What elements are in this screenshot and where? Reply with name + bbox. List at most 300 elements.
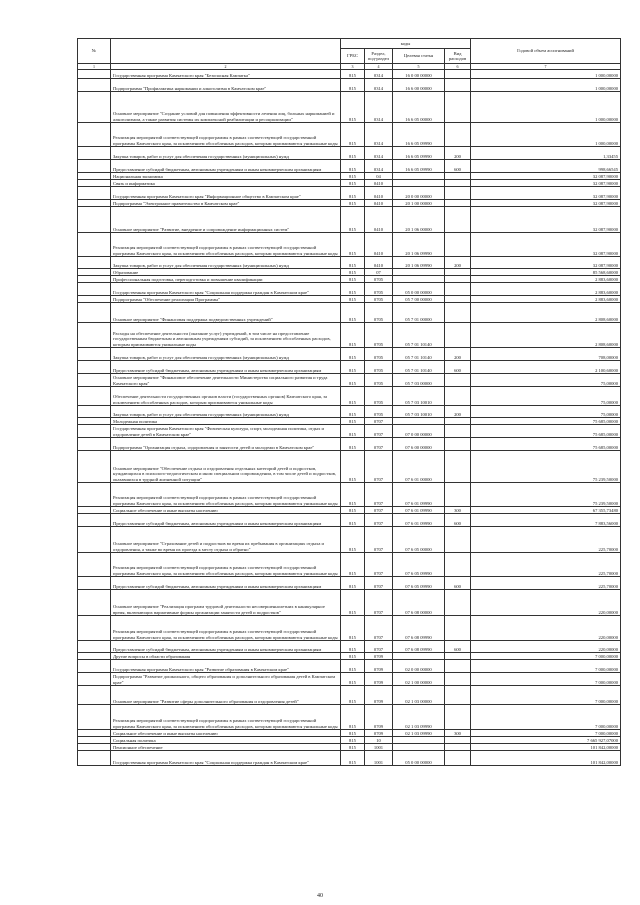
row-grbs-cell: 815 xyxy=(341,361,365,374)
table-row xyxy=(78,527,621,553)
row-number-cell xyxy=(78,387,111,406)
row-amount-cell: 1 000,00000 xyxy=(471,70,621,79)
row-razdel-cell: 0709 xyxy=(365,660,393,673)
row-amount-cell: 220,00000 xyxy=(471,616,621,641)
row-amount-cell: 32 087,90000 xyxy=(471,207,621,233)
row-vid-cell xyxy=(445,173,471,180)
row-number-cell xyxy=(78,180,111,187)
row-name-cell: Государственная программа Камчатского края "Безопасная Камчатка" xyxy=(111,70,341,79)
table-row xyxy=(78,147,621,160)
row-grbs-cell: 815 xyxy=(341,653,365,660)
row-vid-cell xyxy=(445,200,471,207)
row-amount-cell: 225,70000 xyxy=(471,527,621,553)
row-vid-cell xyxy=(445,527,471,553)
row-grbs-cell: 815 xyxy=(341,323,365,348)
row-vid-cell xyxy=(445,483,471,507)
row-vid-cell xyxy=(445,374,471,387)
row-amount-cell: 101 842,00000 xyxy=(471,744,621,751)
row-number-cell xyxy=(78,200,111,207)
table-row xyxy=(78,577,621,590)
row-amount-cell: 7 000,00000 xyxy=(471,705,621,730)
row-csr-cell: 07 6 00 00000 xyxy=(393,438,445,451)
table-row xyxy=(78,207,621,233)
row-csr-cell: 07 6 01 09990 xyxy=(393,507,445,514)
row-grbs-cell: 815 xyxy=(341,187,365,200)
row-razdel-cell: 0314 xyxy=(365,79,393,92)
table-row xyxy=(78,660,621,673)
table-row xyxy=(78,507,621,514)
row-name-cell: Подпрограмма "Профилактика наркомании и алкоголизма в Камчатском крае" xyxy=(111,79,341,92)
row-number-cell xyxy=(78,425,111,438)
row-razdel-cell: 0314 xyxy=(365,147,393,160)
row-number-cell xyxy=(78,207,111,233)
row-csr-cell xyxy=(393,653,445,660)
row-razdel-cell: 0707 xyxy=(365,483,393,507)
row-grbs-cell: 815 xyxy=(341,374,365,387)
table-row xyxy=(78,257,621,269)
row-name-cell: Реализация мероприятий соответствующей подпрограммы в рамках соответствующей государственной программы Камчатского края, за исключением обособленных расходов, которым присваиваются уникальные коды xyxy=(111,123,341,147)
table-row xyxy=(78,303,621,323)
row-name-cell: Закупка товаров, работ и услуг для обеспечения государственных (муниципальных) нужд xyxy=(111,257,341,269)
row-csr-cell: 05 7 01 10140 xyxy=(393,361,445,374)
row-razdel-cell: 0707 xyxy=(365,616,393,641)
row-grbs-cell: 815 xyxy=(341,173,365,180)
row-razdel-cell: 0314 xyxy=(365,123,393,147)
row-grbs-cell: 815 xyxy=(341,673,365,686)
row-number-cell xyxy=(78,348,111,361)
row-vid-cell xyxy=(445,233,471,257)
row-number-cell xyxy=(78,283,111,296)
row-csr-cell: 05 7 01 10140 xyxy=(393,323,445,348)
row-amount-cell: 2 883,60000 xyxy=(471,296,621,303)
row-grbs-cell: 815 xyxy=(341,276,365,283)
row-number-cell xyxy=(78,147,111,160)
row-razdel-cell: 0707 xyxy=(365,641,393,653)
row-vid-cell xyxy=(445,180,471,187)
table-row xyxy=(78,744,621,751)
row-number-cell xyxy=(78,123,111,147)
table-row xyxy=(78,160,621,173)
row-amount-cell: 75,00000 xyxy=(471,406,621,418)
table-row xyxy=(78,751,621,766)
row-name-cell: Подпрограмма "Электронное правительство в Камчатском крае" xyxy=(111,200,341,207)
row-vid-cell: 200 xyxy=(445,257,471,269)
row-number-cell xyxy=(78,160,111,173)
row-name-cell: Национальная экономика xyxy=(111,173,341,180)
row-amount-cell: 7 000,00000 xyxy=(471,686,621,705)
table-row xyxy=(78,70,621,79)
row-csr-cell: 20 1 06 09990 xyxy=(393,233,445,257)
row-vid-cell xyxy=(445,705,471,730)
table-row xyxy=(78,590,621,616)
row-vid-cell xyxy=(445,673,471,686)
row-number-cell xyxy=(78,507,111,514)
row-csr-cell xyxy=(393,737,445,744)
row-vid-cell: 600 xyxy=(445,514,471,527)
row-grbs-cell: 815 xyxy=(341,705,365,730)
row-name-cell: Предоставление субсидий бюджетным, автономным учреждениям и иным некоммерческим организациям xyxy=(111,361,341,374)
row-number-cell xyxy=(78,276,111,283)
row-amount-cell: 2 808,60000 xyxy=(471,303,621,323)
row-number-cell xyxy=(78,483,111,507)
row-razdel-cell: 1001 xyxy=(365,744,393,751)
row-number-cell xyxy=(78,173,111,180)
row-amount-cell: 75 685,00000 xyxy=(471,418,621,425)
row-vid-cell xyxy=(445,207,471,233)
row-csr-cell: 16 6 05 09990 xyxy=(393,160,445,173)
row-name-cell: Предоставление субсидий бюджетным, автономным учреждениям и иным некоммерческим организациям xyxy=(111,577,341,590)
row-amount-cell: 998,66545 xyxy=(471,160,621,173)
row-csr-cell xyxy=(393,173,445,180)
col-index-6: 6 xyxy=(445,64,471,70)
row-vid-cell: 600 xyxy=(445,641,471,653)
row-amount-cell: 32 087,90000 xyxy=(471,187,621,200)
row-name-cell: Подпрограмма "Обеспечение реализации Программы" xyxy=(111,296,341,303)
table-row xyxy=(78,374,621,387)
row-name-cell: Образование xyxy=(111,269,341,276)
row-grbs-cell: 815 xyxy=(341,418,365,425)
row-grbs-cell: 815 xyxy=(341,147,365,160)
row-grbs-cell: 815 xyxy=(341,730,365,737)
row-name-cell: Основное мероприятие "Обеспечение отдыха и оздоровления отдельных категорий детей и подростков, нуждающихся в психолого-педагогическом и ином специальном сопровождении, в том числе детей и подростков, оказавшихся в трудной жизненной ситуации" xyxy=(111,451,341,483)
row-grbs-cell: 815 xyxy=(341,269,365,276)
row-name-cell: Связь и информатика xyxy=(111,180,341,187)
table-row xyxy=(78,553,621,577)
row-vid-cell: 200 xyxy=(445,406,471,418)
row-name-cell: Реализация мероприятий соответствующей подпрограммы в рамках соответствующей государственной программы Камчатского края, за исключением обособленных расходов, которым присваиваются уникальные коды xyxy=(111,483,341,507)
row-vid-cell: 300 xyxy=(445,730,471,737)
row-name-cell: Расходы на обеспечение деятельности (оказание услуг) учреждений, в том числе на предоставление государственным бюджетным и автономным учреждениям субсидий, за исключением обособленных расходов, которым присваиваются уникальные коды xyxy=(111,323,341,348)
row-grbs-cell: 815 xyxy=(341,92,365,123)
row-name-cell: Подпрограмма "Организация отдыха, оздоровления и занятости детей и молодежи в Камчатском крае" xyxy=(111,438,341,451)
row-csr-cell: 07 6 01 09990 xyxy=(393,514,445,527)
row-grbs-cell: 815 xyxy=(341,180,365,187)
row-number-cell xyxy=(78,553,111,577)
row-razdel-cell: 0707 xyxy=(365,577,393,590)
row-number-cell xyxy=(78,527,111,553)
row-grbs-cell: 815 xyxy=(341,387,365,406)
row-razdel-cell: 0314 xyxy=(365,160,393,173)
row-razdel-cell: 0410 xyxy=(365,200,393,207)
row-grbs-cell: 815 xyxy=(341,737,365,744)
page-number: 40 xyxy=(317,893,323,899)
budget-sheet xyxy=(77,38,620,766)
row-csr-cell xyxy=(393,418,445,425)
row-grbs-cell: 815 xyxy=(341,200,365,207)
row-name-cell: Социальное обеспечение и иные выплаты населению xyxy=(111,507,341,514)
row-razdel-cell: 0705 xyxy=(365,361,393,374)
row-number-cell xyxy=(78,744,111,751)
row-grbs-cell: 815 xyxy=(341,553,365,577)
row-name-cell: Социальная политика xyxy=(111,737,341,744)
row-name-cell: Основное мероприятие "Страхование детей и подростков во время их пребывания в организациях отдыха и оздоровления, а также во время их проезда к месту отдыха и обратно" xyxy=(111,527,341,553)
row-name-cell: Государственная программа Камчатского края "Информационное общество в Камчатском крае" xyxy=(111,187,341,200)
table-row xyxy=(78,92,621,123)
row-vid-cell xyxy=(445,303,471,323)
table-row xyxy=(78,406,621,418)
row-csr-cell: 02 1 03 09990 xyxy=(393,730,445,737)
row-grbs-cell: 815 xyxy=(341,79,365,92)
row-razdel-cell: 0314 xyxy=(365,92,393,123)
table-row xyxy=(78,653,621,660)
table-row xyxy=(78,323,621,348)
header-grbs: ГРБС xyxy=(341,49,365,64)
row-csr-cell: 05 0 00 00000 xyxy=(393,283,445,296)
row-grbs-cell: 815 xyxy=(341,348,365,361)
row-vid-cell xyxy=(445,686,471,705)
row-number-cell xyxy=(78,361,111,374)
row-grbs-cell: 815 xyxy=(341,406,365,418)
row-razdel-cell: 04 xyxy=(365,173,393,180)
table-row xyxy=(78,79,621,92)
row-number-cell xyxy=(78,653,111,660)
row-csr-cell: 02 1 03 00000 xyxy=(393,686,445,705)
row-csr-cell: 02 1 03 09990 xyxy=(393,705,445,730)
row-name-cell: Государственная программа Камчатского края "Социальная поддержка граждан в Камчатском крае" xyxy=(111,751,341,766)
row-grbs-cell: 815 xyxy=(341,590,365,616)
row-amount-cell: 75 685,00000 xyxy=(471,425,621,438)
row-vid-cell xyxy=(445,744,471,751)
row-amount-cell: 32 087,90000 xyxy=(471,180,621,187)
row-vid-cell xyxy=(445,283,471,296)
row-amount-cell: 220,00000 xyxy=(471,590,621,616)
row-csr-cell: 07 6 05 09990 xyxy=(393,577,445,590)
table-row xyxy=(78,686,621,705)
row-amount-cell: 7 000,00000 xyxy=(471,673,621,686)
row-csr-cell xyxy=(393,744,445,751)
row-amount-cell: 708,00000 xyxy=(471,348,621,361)
table-row xyxy=(78,200,621,207)
table-row xyxy=(78,616,621,641)
col-index-4: 4 xyxy=(365,64,393,70)
row-razdel-cell: 0707 xyxy=(365,507,393,514)
header-no: № xyxy=(78,39,111,64)
row-amount-cell: 75,00000 xyxy=(471,374,621,387)
row-amount-cell: 225,70000 xyxy=(471,553,621,577)
row-number-cell xyxy=(78,514,111,527)
row-grbs-cell: 815 xyxy=(341,438,365,451)
row-number-cell xyxy=(78,705,111,730)
row-csr-cell: 05 7 03 00000 xyxy=(393,374,445,387)
row-name-cell: Предоставление субсидий бюджетным, автономным учреждениям и иным некоммерческим организациям xyxy=(111,641,341,653)
row-amount-cell: 220,00000 xyxy=(471,641,621,653)
table-row xyxy=(78,233,621,257)
row-grbs-cell: 815 xyxy=(341,483,365,507)
row-razdel-cell: 0705 xyxy=(365,387,393,406)
row-vid-cell: 200 xyxy=(445,147,471,160)
row-name-cell: Профессиональная подготовка, переподготовка и повышение квалификации xyxy=(111,276,341,283)
row-name-cell: Предоставление субсидий бюджетным, автономным учреждениям и иным некоммерческим организациям xyxy=(111,514,341,527)
row-name-cell: Государственная программа Камчатского края "Развитие образования в Камчатском крае" xyxy=(111,660,341,673)
row-grbs-cell: 815 xyxy=(341,207,365,233)
row-csr-cell: 16 0 00 00000 xyxy=(393,70,445,79)
row-vid-cell xyxy=(445,92,471,123)
row-csr-cell: 20 1 00 00000 xyxy=(393,200,445,207)
table-row xyxy=(78,387,621,406)
row-vid-cell xyxy=(445,653,471,660)
table-row xyxy=(78,737,621,744)
row-number-cell xyxy=(78,737,111,744)
row-razdel-cell: 10 xyxy=(365,737,393,744)
row-name-cell: Закупка товаров, работ и услуг для обеспечения государственных (муниципальных) нужд xyxy=(111,348,341,361)
row-grbs-cell: 815 xyxy=(341,751,365,766)
row-grbs-cell: 815 xyxy=(341,744,365,751)
row-csr-cell: 02 1 00 00000 xyxy=(393,673,445,686)
row-razdel-cell: 0705 xyxy=(365,276,393,283)
row-number-cell xyxy=(78,673,111,686)
row-number-cell xyxy=(78,323,111,348)
row-name-cell: Пенсионное обеспечение xyxy=(111,744,341,751)
row-vid-cell xyxy=(445,323,471,348)
row-razdel-cell: 0705 xyxy=(365,374,393,387)
row-razdel-cell: 0705 xyxy=(365,406,393,418)
row-grbs-cell: 815 xyxy=(341,507,365,514)
row-grbs-cell: 815 xyxy=(341,686,365,705)
row-razdel-cell: 0707 xyxy=(365,590,393,616)
table-row xyxy=(78,361,621,374)
row-number-cell xyxy=(78,187,111,200)
row-vid-cell xyxy=(445,123,471,147)
row-number-cell xyxy=(78,660,111,673)
row-amount-cell: 1,33455 xyxy=(471,147,621,160)
row-csr-cell: 07 6 05 00000 xyxy=(393,527,445,553)
row-amount-cell: 1 000,00000 xyxy=(471,79,621,92)
row-name-cell: Основное мероприятие "Финансовая поддержка подведомственных учреждений" xyxy=(111,303,341,323)
row-vid-cell xyxy=(445,616,471,641)
row-amount-cell: 1 000,00000 xyxy=(471,123,621,147)
row-vid-cell xyxy=(445,737,471,744)
row-vid-cell: 200 xyxy=(445,348,471,361)
row-vid-cell xyxy=(445,187,471,200)
row-razdel-cell: 07 xyxy=(365,269,393,276)
row-amount-cell: 67 355,73480 xyxy=(471,507,621,514)
row-csr-cell xyxy=(393,180,445,187)
row-name-cell: Закупка товаров, работ и услуг для обеспечения государственных (муниципальных) нужд xyxy=(111,406,341,418)
row-name-cell: Основное мероприятие "Создание условий для повышения эффективности лечения лиц, больных наркоманией и алкоголизмом, а также развития системы их комплексной реабилитации и ресоциализации" xyxy=(111,92,341,123)
row-razdel-cell: 0707 xyxy=(365,425,393,438)
row-name-cell: Реализация мероприятий соответствующей подпрограммы в рамках соответствующей государственной программы Камчатского края, за исключением обособленных расходов, которым присваиваются уникальные коды xyxy=(111,553,341,577)
table-body xyxy=(78,70,621,766)
row-csr-cell: 02 0 00 00000 xyxy=(393,660,445,673)
row-name-cell: Основное мероприятие "Финансовое обеспечение деятельности Министерства социального развития и труда Камчатского края" xyxy=(111,374,341,387)
header-codes: коды xyxy=(341,39,471,49)
row-grbs-cell: 815 xyxy=(341,283,365,296)
row-name-cell: Реализация мероприятий соответствующей подпрограммы в рамках соответствующей государственной программы Камчатского края, за исключением обособленных расходов, которым присваиваются уникальные коды xyxy=(111,705,341,730)
table-row xyxy=(78,483,621,507)
row-amount-cell: 75 239,50000 xyxy=(471,483,621,507)
row-csr-cell: 05 7 03 10010 xyxy=(393,387,445,406)
row-vid-cell xyxy=(445,590,471,616)
table-row xyxy=(78,705,621,730)
budget-table xyxy=(77,38,621,766)
row-csr-cell: 07 6 08 09990 xyxy=(393,641,445,653)
row-grbs-cell: 815 xyxy=(341,303,365,323)
row-number-cell xyxy=(78,616,111,641)
table-row xyxy=(78,276,621,283)
row-csr-cell: 07 6 08 00000 xyxy=(393,590,445,616)
row-razdel-cell: 0709 xyxy=(365,730,393,737)
table-row xyxy=(78,641,621,653)
table-row xyxy=(78,438,621,451)
row-razdel-cell: 0707 xyxy=(365,514,393,527)
table-row xyxy=(78,418,621,425)
row-grbs-cell: 815 xyxy=(341,527,365,553)
row-name-cell: Социальное обеспечение и иные выплаты населению xyxy=(111,730,341,737)
row-number-cell xyxy=(78,438,111,451)
row-amount-cell: 7 000,00000 xyxy=(471,660,621,673)
row-number-cell xyxy=(78,730,111,737)
row-csr-cell: 16 6 05 09990 xyxy=(393,147,445,160)
row-csr-cell: 20 1 06 00000 xyxy=(393,207,445,233)
table-row xyxy=(78,283,621,296)
table-row xyxy=(78,187,621,200)
row-number-cell xyxy=(78,590,111,616)
row-number-cell xyxy=(78,269,111,276)
row-grbs-cell: 815 xyxy=(341,296,365,303)
row-amount-cell: 225,70000 xyxy=(471,577,621,590)
row-csr-cell xyxy=(393,276,445,283)
row-number-cell xyxy=(78,641,111,653)
table-row xyxy=(78,173,621,180)
row-grbs-cell: 815 xyxy=(341,514,365,527)
row-vid-cell xyxy=(445,660,471,673)
row-vid-cell: 300 xyxy=(445,507,471,514)
header-name xyxy=(111,39,341,64)
row-vid-cell xyxy=(445,269,471,276)
row-number-cell xyxy=(78,406,111,418)
row-amount-cell: 2 100,60000 xyxy=(471,361,621,374)
col-index-7: 7 xyxy=(471,64,621,70)
row-amount-cell: 2 883,60000 xyxy=(471,283,621,296)
row-name-cell: Реализация мероприятий соответствующей подпрограммы в рамках соответствующей государственной программы Камчатского края, за исключением обособленных расходов, которым присваиваются уникальные коды xyxy=(111,616,341,641)
col-index-2: 2 xyxy=(111,64,341,70)
row-razdel-cell: 0705 xyxy=(365,283,393,296)
row-name-cell: Основное мероприятие "Развитие сферы дополнительного образования и оздоровления детей" xyxy=(111,686,341,705)
col-index-5: 5 xyxy=(393,64,445,70)
col-index-1: 1 xyxy=(78,64,111,70)
row-razdel-cell: 1001 xyxy=(365,751,393,766)
row-vid-cell: 600 xyxy=(445,577,471,590)
row-razdel-cell: 0410 xyxy=(365,257,393,269)
row-vid-cell xyxy=(445,751,471,766)
row-number-cell xyxy=(78,233,111,257)
row-razdel-cell: 0410 xyxy=(365,187,393,200)
row-number-cell xyxy=(78,451,111,483)
row-vid-cell xyxy=(445,296,471,303)
row-razdel-cell: 0410 xyxy=(365,207,393,233)
row-amount-cell: 101 842,00000 xyxy=(471,751,621,766)
row-vid-cell xyxy=(445,438,471,451)
row-number-cell xyxy=(78,303,111,323)
row-csr-cell: 07 6 01 00000 xyxy=(393,451,445,483)
row-vid-cell: 600 xyxy=(445,160,471,173)
row-vid-cell xyxy=(445,451,471,483)
row-name-cell: Другие вопросы в области образования xyxy=(111,653,341,660)
row-csr-cell: 20 1 06 09990 xyxy=(393,257,445,269)
row-grbs-cell: 815 xyxy=(341,123,365,147)
header-razdel: Раздел, под-раздел xyxy=(365,49,393,64)
table-row xyxy=(78,451,621,483)
row-number-cell xyxy=(78,296,111,303)
col-index-3: 3 xyxy=(341,64,365,70)
row-vid-cell xyxy=(445,70,471,79)
row-amount-cell: 75 685,00000 xyxy=(471,438,621,451)
table-row xyxy=(78,296,621,303)
row-grbs-cell: 815 xyxy=(341,660,365,673)
row-name-cell: Предоставление субсидий бюджетным, автономным учреждениям и иным некоммерческим организациям xyxy=(111,160,341,173)
row-name-cell: Молодежная политика xyxy=(111,418,341,425)
row-name-cell: Основное мероприятие "Развитие, внедрение и сопровождение информационных систем" xyxy=(111,207,341,233)
